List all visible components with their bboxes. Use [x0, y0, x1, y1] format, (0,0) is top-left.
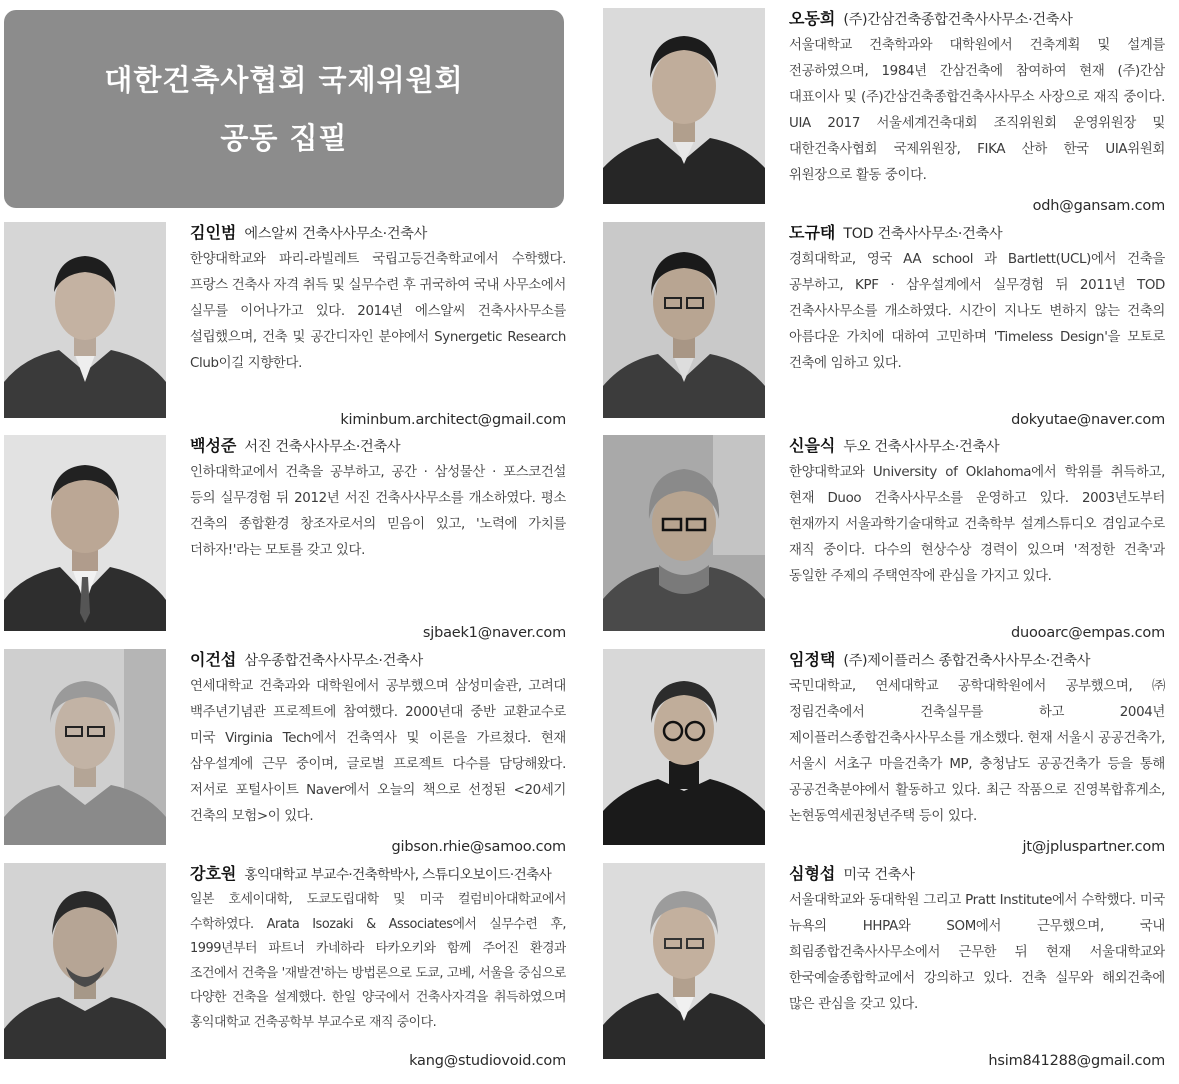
affiliation: 삼우종합건축사사무소·건축사 [244, 653, 423, 669]
person-name: 강호원 [190, 864, 237, 883]
profile-card [4, 863, 566, 1071]
profile-info [789, 435, 1165, 641]
email-text: sjbaek1@naver.com [422, 625, 566, 641]
name-line [789, 649, 1165, 672]
bio-text: 인하대학교에서 건축을 공부하고, 공간 · 삼성물산 · 포스코건설 등의 실무경험 뒤 2012년 서진 건축사사무소를 개소하였다. 평소 건축의 종합환경 창조자로서의 믿음이 있고, '노력에 가치를 더하자!'라는 모토를 갖고 있다. [190, 465, 566, 558]
affiliation: (주)제이플러스 종합건축사사무소·건축사 [843, 653, 1091, 669]
name-line [190, 649, 566, 672]
email-text: jt@jpluspartner.com [1022, 839, 1165, 855]
portrait-photo [603, 863, 765, 1059]
person-name: 이건섭 [190, 650, 237, 669]
profile-card [603, 435, 1165, 641]
bio-text: 한양대학교와 파리-라빌레트 국립고등건축학교에서 수학했다. 프랑스 건축사 자격 취득 및 실무수련 후 귀국하여 국내 사무소에서 실무를 이어나가고 있다. 2014년 에스알씨 건축사사무소를 설립했으며, 건축 및 공간디자인 분야에서 Synergetic Research Club이길 지향한다. [190, 252, 566, 371]
profile-info [789, 8, 1165, 214]
profile-info [190, 435, 566, 641]
bio-text: 서울대학교와 동대학원 그리고 Pratt Institute에서 수학했다. 미국 뉴욕의 HHPA와 SOM에서 근무했으며, 국내 희림종합건축사사무소에서 근무한 뒤 현재 서울대학교와 한국예술종합학교에서 강의하고 있다. 건축 실무와 해외건축에 많은 관심을 갖고 있다. [789, 893, 1165, 1012]
affiliation: TOD 건축사사무소·건축사 [843, 226, 1003, 242]
portrait-photo [4, 649, 166, 845]
title-banner [4, 10, 564, 208]
bio-text: 국민대학교, 연세대학교 공학대학원에서 공부했으며, ㈜정림건축에서 건축실무를 하고 2004년 제이플러스종합건축사사무소를 개소했다. 현재 서울시 공공건축가, 서울시 서초구 마을건축가 MP, 충청남도 공공건축가 등을 통해 공공건축분야에서 활동하고 있다. 최근 작품으로 진영복합휴게소, 논현동역세권청년주택 등이 있다. [789, 679, 1165, 824]
portrait-photo [4, 863, 166, 1059]
profile-card [4, 222, 566, 428]
affiliation: 두오 건축사사무소·건축사 [843, 439, 1000, 455]
portrait-photo [603, 649, 765, 845]
profile-info [789, 222, 1165, 428]
portrait-photo [603, 222, 765, 418]
person-name: 임정택 [789, 650, 836, 669]
person-name: 백성준 [190, 436, 237, 455]
profile-info [190, 649, 566, 855]
name-line [789, 863, 1165, 886]
affiliation: 미국 건축사 [843, 867, 915, 883]
person-name: 김인범 [190, 223, 237, 242]
person-name: 도규태 [789, 223, 836, 242]
email-text: duooarc@empas.com [1010, 625, 1165, 641]
profile-card [4, 649, 566, 855]
profile-card [4, 435, 566, 641]
email-text: kang@studiovoid.com [409, 1053, 566, 1069]
title-line-1: 대한건축사협회 국제위원회 [104, 63, 464, 97]
profile-card [603, 8, 1165, 214]
portrait-photo [4, 222, 166, 418]
person-name: 신을식 [789, 436, 836, 455]
profile-card [603, 863, 1165, 1071]
email-text: dokyutae@naver.com [1011, 412, 1165, 428]
email-text: gibson.rhie@samoo.com [391, 839, 566, 855]
bio-text: 한양대학교와 University of Oklahoma에서 학위를 취득하고, 현재 Duoo 건축사사무소를 운영하고 있다. 2003년도부터 현재까지 서울과학기술대학교 건축학부 설계스튜디오 겸임교수로 재직 중이다. 다수의 현상수상 경력이 있으며 '적정한 건축'과 동일한 주제의 주택연작에 관심을 가지고 있다. [789, 465, 1165, 584]
portrait-photo [603, 435, 765, 631]
name-line [190, 863, 566, 886]
name-line [789, 435, 1165, 458]
affiliation: 서진 건축사사무소·건축사 [244, 439, 401, 455]
portrait-photo [4, 435, 166, 631]
bio-text: 연세대학교 건축과와 대학원에서 공부했으며 삼성미술관, 고려대 백주년기념관 프로젝트에 참여했다. 2000년대 중반 교환교수로 미국 Virginia Tech에서 건축역사 및 이론을 가르쳤다. 현재 삼우설계에 근무 중이며, 글로벌 프로젝트 다수를 담당해왔다. 저서로 포털사이트 Naver에서 오늘의 책으로 선정된 <20세기 건축의 모험>이 있다. [190, 679, 566, 824]
profile-info [789, 863, 1165, 1069]
affiliation: 에스알씨 건축사사무소·건축사 [244, 226, 428, 242]
affiliation: (주)간삼건축종합건축사사무소·건축사 [843, 12, 1073, 28]
profile-info [190, 222, 566, 428]
title-line-2: 공동 집필 [220, 121, 348, 155]
profile-card [603, 649, 1165, 855]
person-name: 심형섭 [789, 864, 836, 883]
email-text: kiminbum.architect@gmail.com [340, 412, 566, 428]
email-text: odh@gansam.com [1032, 198, 1165, 214]
email-text: hsim841288@gmail.com [988, 1053, 1165, 1069]
name-line [190, 435, 566, 458]
bio-text: 경희대학교, 영국 AA school 과 Bartlett(UCL)에서 건축을 공부하고, KPF · 삼우설계에서 실무경험 뒤 2011년 TOD 건축사사무소를 개소하였다. 시간이 지나도 변하지 않는 건축의 아름다운 가치에 대하여 고민하며 'Timeless Design'을 모토로 건축에 임하고 있다. [789, 252, 1165, 371]
profile-info [789, 649, 1165, 855]
profile-card [603, 222, 1165, 428]
person-name: 오동희 [789, 9, 836, 28]
name-line [789, 222, 1165, 245]
bio-text: 서울대학교 건축학과와 대학원에서 건축계획 및 설계를 전공하였으며, 1984년 간삼건축에 참여하여 현재 (주)간삼 대표이사 및 (주)간삼건축종합건축사사무소 사장으로 재직 중이다. UIA 2017 서울세계건축대회 조직위원회 운영위원장 및 대한건축사협회 국제위원장, FIKA 산하 한국 UIA위원회 위원장으로 활동 중이다. [789, 38, 1165, 183]
bio-text: 일본 호세이대학, 도쿄도립대학 및 미국 컬럼비아대학교에서 수학하였다. Arata Isozaki & Associates에서 실무수련 후, 1999년부터 파트너 카네하라 타카오키와 함께 주어진 환경과 조건에서 건축을 '재발견'하는 방법론으로 도쿄, 고베, 서울을 중심으로 다양한 건축을 설계했다. 한일 양국에서 건축사자격을 취득하였으며 홍익대학교 건축공학부 부교수로 재직 중이다. [190, 892, 566, 1030]
affiliation: 홍익대학교 부교수·건축학박사, 스튜디오보이드·건축사 [244, 867, 552, 883]
name-line [190, 222, 566, 245]
portrait-photo [603, 8, 765, 204]
name-line [789, 8, 1165, 31]
profile-info [190, 863, 566, 1069]
